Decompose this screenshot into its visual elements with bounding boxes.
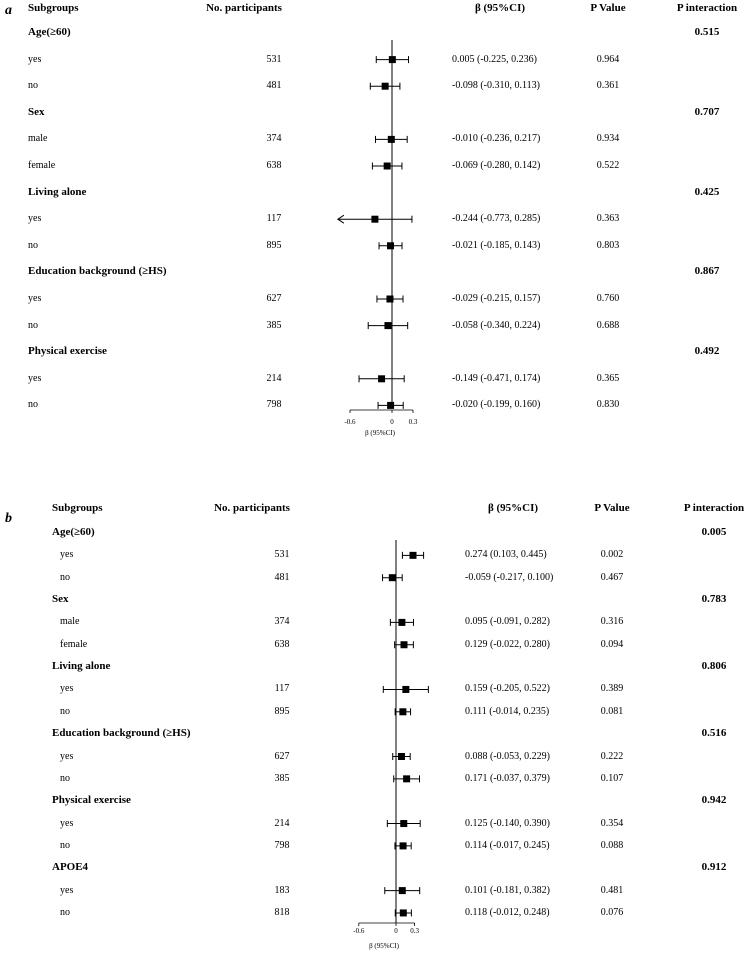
p-value: 0.363 — [596, 213, 620, 225]
beta-ci-text: 0.159 (-0.205, 0.522) — [465, 683, 550, 695]
participants-value: 374 — [274, 616, 290, 628]
beta-ci-text: -0.029 (-0.215, 0.157) — [452, 293, 541, 304]
row-label: no — [28, 80, 38, 92]
subgroup-heading: Physical exercise — [52, 794, 131, 807]
p-value: 0.107 — [600, 772, 624, 784]
point-estimate — [389, 574, 396, 581]
beta-ci-text: -0.059 (-0.217, 0.100) — [465, 571, 554, 583]
header-p-interaction: P interaction — [676, 2, 738, 14]
p-interaction-value: 0.516 — [701, 727, 727, 740]
beta-ci-text: -0.020 (-0.199, 0.160) — [452, 399, 541, 411]
p-interaction-value: 0.867 — [694, 265, 720, 278]
row-label: yes — [28, 213, 42, 225]
point-estimate — [384, 322, 391, 329]
participants-value: 895 — [274, 705, 290, 717]
point-estimate — [403, 775, 410, 782]
row-label: yes — [60, 549, 74, 561]
p-interaction-value: 0.005 — [701, 526, 727, 538]
row-label: female — [28, 160, 56, 171]
beta-ci-text: -0.098 (-0.310, 0.113) — [452, 80, 540, 92]
participants-value: 531 — [266, 53, 282, 65]
point-estimate — [378, 375, 385, 382]
participants-value: 214 — [266, 372, 282, 384]
p-value: 0.522 — [596, 160, 620, 171]
p-value: 0.081 — [600, 705, 624, 717]
participants-value: 385 — [266, 319, 282, 331]
row-label: yes — [60, 683, 74, 695]
forest-plot-panel-a — [0, 0, 737, 450]
participants-value: 183 — [274, 884, 290, 896]
header-p-value: P Value — [594, 502, 630, 514]
beta-ci-text: 0.274 (0.103, 0.445) — [465, 549, 547, 561]
header-beta: β (95%CI) — [487, 502, 539, 514]
beta-ci-text: 0.129 (-0.022, 0.280) — [465, 638, 550, 650]
point-estimate — [400, 842, 407, 849]
participants-value: 214 — [274, 817, 290, 829]
beta-ci-text: 0.125 (-0.140, 0.390) — [465, 817, 550, 829]
p-value: 0.222 — [600, 750, 624, 762]
participants-value: 481 — [274, 571, 290, 583]
p-interaction-value: 0.912 — [701, 861, 727, 874]
row-label: male — [28, 133, 48, 145]
p-value: 0.002 — [600, 549, 624, 561]
participants-value: 798 — [266, 399, 282, 411]
participants-value: 818 — [274, 906, 290, 918]
row-label: no — [60, 571, 70, 583]
header-participants: No. participants — [214, 502, 290, 514]
header-p-interaction: P interaction — [683, 502, 744, 514]
subgroup-heading: APOE4 — [52, 861, 89, 874]
x-tick-label: 0.3 — [408, 418, 418, 426]
p-value: 0.688 — [596, 319, 620, 331]
subgroup-heading: Education background (≥HS) — [28, 265, 167, 278]
panel-label: b — [5, 511, 12, 526]
beta-ci-text: 0.111 (-0.014, 0.235) — [465, 705, 550, 717]
point-estimate — [409, 552, 416, 559]
panel-label: a — [5, 3, 12, 18]
subgroup-heading: Living alone — [52, 660, 111, 673]
row-label: yes — [60, 817, 74, 829]
x-tick-label: -0.6 — [344, 418, 356, 426]
beta-ci-text: -0.244 (-0.773, 0.285) — [452, 213, 541, 225]
subgroup-heading: Education background (≥HS) — [52, 727, 191, 740]
participants-value: 798 — [274, 839, 290, 851]
p-value: 0.934 — [596, 133, 620, 145]
header-participants: No. participants — [206, 2, 282, 14]
row-label: yes — [60, 750, 74, 762]
beta-ci-text: 0.095 (-0.091, 0.282) — [465, 616, 550, 628]
row-label: no — [60, 906, 70, 918]
subgroup-heading: Living alone — [28, 185, 87, 198]
participants-value: 627 — [274, 750, 290, 762]
row-label: male — [60, 616, 80, 628]
p-value: 0.964 — [596, 53, 620, 65]
row-label: yes — [28, 293, 42, 304]
p-interaction-value: 0.942 — [701, 794, 727, 807]
subgroup-heading: Age(≥60) — [28, 26, 71, 38]
participants-value: 531 — [274, 549, 290, 561]
point-estimate — [371, 216, 378, 223]
p-interaction-value: 0.707 — [694, 105, 720, 118]
beta-ci-text: -0.149 (-0.471, 0.174) — [452, 372, 541, 384]
forest-plot-panel-b — [0, 500, 744, 959]
beta-ci-text: -0.021 (-0.185, 0.143) — [452, 239, 541, 251]
forest-plot-svg — [0, 0, 737, 450]
row-label: no — [28, 239, 38, 251]
p-value: 0.094 — [600, 638, 624, 650]
point-estimate — [382, 83, 389, 90]
participants-value: 638 — [266, 160, 282, 171]
subgroup-heading: Age(≥60) — [52, 526, 95, 538]
participants-value: 895 — [266, 239, 282, 251]
x-axis-label: β (95%CI) — [365, 429, 395, 437]
participants-value: 374 — [266, 133, 282, 145]
p-value: 0.760 — [596, 293, 620, 304]
x-tick-label: 0 — [390, 418, 394, 426]
p-value: 0.467 — [600, 571, 624, 583]
point-estimate — [399, 887, 406, 894]
x-tick-label: -0.6 — [353, 927, 365, 935]
beta-ci-text: 0.114 (-0.017, 0.245) — [465, 839, 550, 851]
beta-ci-text: 0.088 (-0.053, 0.229) — [465, 750, 550, 762]
header-subgroups: Subgroups — [52, 502, 103, 514]
beta-ci-text: 0.005 (-0.225, 0.236) — [452, 53, 537, 65]
p-value: 0.361 — [596, 80, 620, 92]
header-subgroups: Subgroups — [28, 2, 79, 14]
row-label: no — [60, 839, 70, 851]
participants-value: 638 — [274, 638, 290, 650]
participants-value: 117 — [274, 683, 290, 695]
participants-value: 385 — [274, 772, 290, 784]
x-axis-label: β (95%CI) — [369, 942, 399, 950]
point-estimate — [384, 163, 391, 170]
row-label: no — [28, 399, 38, 411]
x-tick-label: 0.3 — [410, 927, 419, 935]
p-value: 0.830 — [596, 399, 620, 411]
point-estimate — [400, 909, 407, 916]
p-interaction-value: 0.515 — [694, 26, 720, 38]
x-tick-label: 0 — [394, 927, 398, 935]
p-interaction-value: 0.806 — [701, 660, 727, 673]
beta-ci-text: 0.171 (-0.037, 0.379) — [465, 772, 550, 784]
row-label: yes — [60, 884, 74, 896]
participants-value: 627 — [266, 293, 282, 304]
header-beta: β (95%CI) — [474, 2, 526, 14]
subgroup-heading: Sex — [28, 105, 45, 118]
beta-ci-text: -0.010 (-0.236, 0.217) — [452, 133, 541, 145]
row-label: female — [60, 638, 88, 650]
participants-value: 117 — [266, 213, 282, 225]
p-value: 0.076 — [600, 906, 624, 918]
point-estimate — [387, 242, 394, 249]
p-value: 0.803 — [596, 239, 620, 251]
beta-ci-text: 0.101 (-0.181, 0.382) — [465, 884, 550, 896]
p-value: 0.316 — [600, 616, 624, 628]
point-estimate — [400, 820, 407, 827]
point-estimate — [402, 686, 409, 693]
p-interaction-value: 0.492 — [694, 345, 720, 358]
row-label: yes — [28, 53, 42, 65]
point-estimate — [400, 641, 407, 648]
p-interaction-value: 0.425 — [694, 185, 720, 198]
subgroup-heading: Physical exercise — [28, 345, 107, 358]
p-value: 0.354 — [600, 817, 624, 829]
p-value: 0.389 — [600, 683, 624, 695]
subgroup-heading: Sex — [52, 593, 69, 606]
point-estimate — [387, 402, 394, 409]
beta-ci-text: -0.058 (-0.340, 0.224) — [452, 319, 541, 331]
row-label: no — [60, 772, 70, 784]
p-value: 0.088 — [600, 839, 624, 851]
p-interaction-value: 0.783 — [701, 593, 727, 606]
participants-value: 481 — [266, 80, 282, 92]
point-estimate — [399, 708, 406, 715]
header-p-value: P Value — [590, 2, 626, 14]
beta-ci-text: 0.118 (-0.012, 0.248) — [465, 906, 550, 918]
p-value: 0.365 — [596, 372, 620, 384]
point-estimate — [398, 753, 405, 760]
row-label: no — [60, 705, 70, 717]
point-estimate — [388, 136, 395, 143]
point-estimate — [398, 619, 405, 626]
row-label: no — [28, 319, 38, 331]
p-value: 0.481 — [600, 884, 624, 896]
beta-ci-text: -0.069 (-0.280, 0.142) — [452, 160, 541, 171]
row-label: yes — [28, 372, 42, 384]
